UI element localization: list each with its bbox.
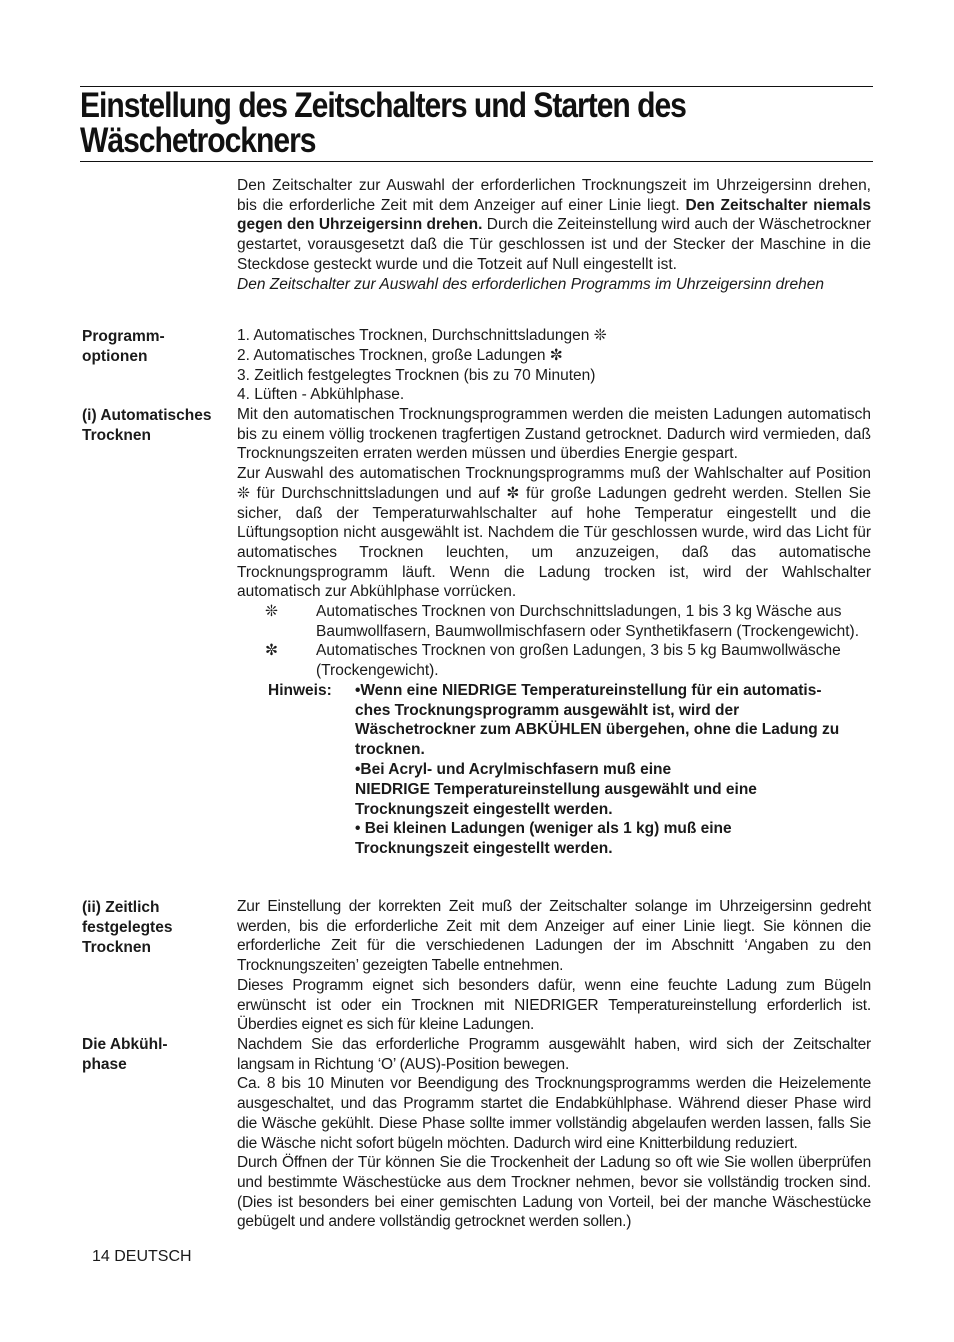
label-abkuehlphase: Die Abkühl- phase xyxy=(82,1036,168,1073)
title-line: Wäschetrockners xyxy=(80,121,316,160)
intro-paragraph: Den Zeitschalter zur Auswahl der erforderlichen Trocknungszeit im Uhrzeigersinn drehen, bis die erforderliche Zeit mit dem Anzeiger auf einer Linie liegt. Den Zeitschalter niemals gegen den Uhrzeigersinn drehen. Durch die Zeiteinstellung wird auch der Wäschetrockner gestartet, vorausgesetzt daß die Tür geschlossen ist und der Stecker der Maschine in die Steckdose gesteckt wurde und die Totzeit auf Null eingestellt ist. xyxy=(237,177,872,273)
hint-label: Hinweis: xyxy=(268,681,332,699)
label-zeitlich-festgelegtes-trocknen: (ii) Zeitlich festgelegtes Trocknen xyxy=(82,899,173,956)
automatic-drying-section xyxy=(237,405,871,859)
paragraph: Nachdem Sie das erforderliche Programm ausgewählt haben, wird sich der Zeitschalter langsam in Richtung ‘O’ (AUS)-Position bewegen. xyxy=(237,1036,871,1073)
label-automatisches-trocknen: (i) Automatisches Trocknen xyxy=(82,407,212,444)
large-load-icon: ✼ xyxy=(265,642,278,660)
paragraph: Dieses Programm eignet sich besonders dafür, wenn eine feuchte Ladung zum Bügeln erwünscht ist oder ein Trocknen mit NIEDRIGER Temperatureinstellung erforderlich ist. Überdies eignet es sich für kleine Ladungen. xyxy=(237,976,871,1034)
label-programmoptionen: Programm- optionen xyxy=(82,328,165,365)
paragraph: Ca. 8 bis 10 Minuten vor Beendigung des Trocknungsprogramms werden die Heizelemente ausgeschaltet, und das Programm startet die Endabkühlphase. Während dieser Phase wird die Wäsche gekühlt. Diese Phase sollte immer vollständig abgelaufen werden lassen, falls Sie die Wäsche nicht sofort bügeln möchten. Dadurch wird eine Knitterbildung reduziert. xyxy=(237,1075,871,1152)
title-bottom-rule xyxy=(80,161,873,162)
list-item: 3. Zeitlich festgelegtes Trocknen (bis zu 70 Minuten) xyxy=(237,366,596,384)
program-options-list xyxy=(237,326,871,405)
timed-drying-section xyxy=(237,897,871,1035)
large-load-item: ✼ Automatisches Trocknen von großen Ladungen, 3 bis 5 kg Baumwollwäsche (Trockengewicht). xyxy=(265,642,841,680)
hint-block xyxy=(237,681,871,859)
average-load-item: ❊ Automatisches Trocknen von Durchschnittsladungen, 1 bis 3 kg Wäsche aus Baumwollfasern, Baumwollmischfasern oder Synthetikfasern (Trockengewicht). xyxy=(265,603,860,640)
cooldown-section xyxy=(237,1035,871,1232)
intro-warning: Den Zeitschalter niemals gegen den Uhrzeigersinn drehen. xyxy=(237,196,871,234)
paragraph: Zur Einstellung der korrekten Zeit muß der Zeitschalter solange im Uhrzeigersinn gedreht werden, bis die erforderliche Zeit mit dem Anzeiger auf einer Linie liegt. Sie können die erforderliche Zeit für die verschiedenen Ladungen der im Abschnitt ‘Angaben zu den Trocknungszeiten’ gezeigten Tabelle entnehmen. xyxy=(237,898,871,975)
title-line: Einstellung des Zeitschalters und Starten des xyxy=(80,86,686,125)
paragraph: Mit den automatischen Trocknungsprogrammen werden die meisten Ladungen automatisch bis zu einem völlig trockenen tragfertigen Zustand getrocknet. Dadurch wird vermieden, daß Trocknungszeiten erraten werden müssen und überdies Energie gespart. xyxy=(237,406,871,463)
page-footer: 14 DEUTSCH xyxy=(92,1248,192,1265)
paragraph: Durch Öffnen der Tür können Sie die Trockenheit der Ladung so oft wie Sie wollen überprüfen und bestimmte Wäschestücke aus dem Trockner nehmen, bevor sie vollständig trocken sind. (Dies ist besonders bei einer gemischten Ladung von Vorteil, bei der manche Wäschestücke gebügelt und andere vollständig getrocknet werden sollen.) xyxy=(237,1154,871,1231)
list-item: 4. Lüften - Abkühlphase. xyxy=(237,386,405,404)
paragraph: Zur Auswahl des automatischen Trocknungsprogramms muß der Wahlschalter auf Position ❊ für Durchschnittsladungen und auf ✼ für große Ladungen gedreht werden. Stellen Sie sicher, daß der Temperaturwahlschalter auf hohe Temperatur eingestellt und die Lüftungsoption nicht ausgewählt ist. Nachdem die Tür geschlossen wurde, wird das Licht für automatisches Trocknen leuchten, um anzuzeigen, daß das automatische Trocknungsprogramm läuft. Wenn die Ladung trocken ist, wird der Wahlschalter automatisch zur Abkühlphase vorrücken. xyxy=(237,465,871,601)
intro-section xyxy=(237,176,871,294)
list-item: 2. Automatisches Trocknen, große Ladungen ✼ xyxy=(237,346,563,364)
list-item: 1. Automatisches Trocknen, Durchschnittsladungen ❊ xyxy=(237,327,607,344)
page-title xyxy=(80,88,768,158)
hint-body: •Wenn eine NIEDRIGE Temperatureinstellung für ein automatis- ches Trocknungsprogramm ausgewählt ist, wird der Wäschetrockner zum ABKÜHLEN übergehen, ohne die Ladung zu trocknen. •Bei Acryl- und Acrylmischfasern muß eine NIEDRIGE Temperatureinstellung ausgewählt und eine Trocknungszeit eingestellt werden. • Bei kleinen Ladungen (weniger als 1 kg) muß eine Trocknungszeit eingestellt werden. xyxy=(355,681,840,858)
intro-italic-note: Den Zeitschalter zur Auswahl des erforderlichen Programms im Uhrzeigersinn drehen xyxy=(237,275,824,293)
average-load-icon: ❊ xyxy=(265,603,278,621)
